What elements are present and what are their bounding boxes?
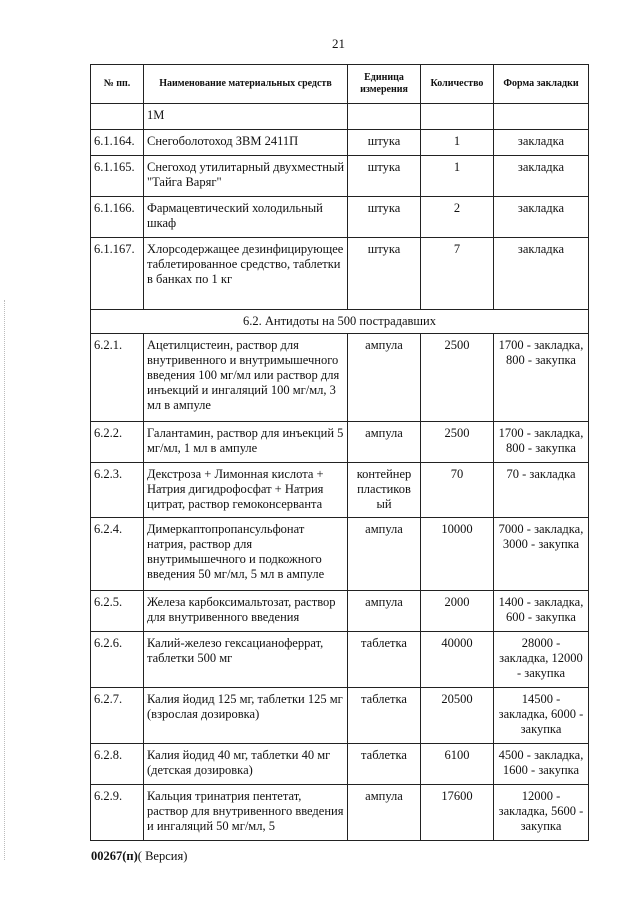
- row-name: Галантамин, раствор для инъекций 5 мг/мл, 1 мл в ампуле: [144, 422, 348, 463]
- row-name: Кальция тринатрия пентетат, раствор для внутривенного введения и ингаляций 50 мг/мл, 5: [144, 785, 348, 841]
- row-number: 6.2.8.: [91, 744, 144, 785]
- table-row: [91, 632, 589, 688]
- margin-artifact: [4, 300, 7, 860]
- row-unit: ампула: [348, 591, 421, 632]
- header-unit: Единица измерения: [348, 65, 421, 104]
- row-unit: ампула: [348, 422, 421, 463]
- row-number: 6.2.6.: [91, 632, 144, 688]
- table-row: [91, 422, 589, 463]
- header-form: Форма закладки: [494, 65, 589, 104]
- row-number: 6.1.166.: [91, 197, 144, 238]
- row-form: 28000 - закладка, 12000 - закупка: [494, 632, 589, 688]
- row-form: 70 - закладка: [494, 463, 589, 518]
- row-number: [91, 104, 144, 130]
- row-form: 1700 - закладка, 800 - закупка: [494, 334, 589, 422]
- table-row: [91, 238, 589, 310]
- row-quantity: 20500: [421, 688, 494, 744]
- row-number: 6.2.7.: [91, 688, 144, 744]
- row-quantity: 2500: [421, 334, 494, 422]
- header-name: Наименование материальных средств: [144, 65, 348, 104]
- table-row: [91, 744, 589, 785]
- materials-table: [90, 64, 589, 841]
- page-number: 21: [332, 36, 345, 51]
- row-name: 1М: [144, 104, 348, 130]
- row-unit: штука: [348, 197, 421, 238]
- table-row: [91, 104, 589, 130]
- row-number: 6.2.4.: [91, 518, 144, 591]
- row-name: Снегоход утилитарный двухместный "Тайга Варяг": [144, 156, 348, 197]
- row-quantity: 7: [421, 238, 494, 310]
- row-unit: ампула: [348, 334, 421, 422]
- row-form: закладка: [494, 238, 589, 310]
- row-quantity: 70: [421, 463, 494, 518]
- table-row: [91, 688, 589, 744]
- row-name: Калия йодид 40 мг, таблетки 40 мг (детская дозировка): [144, 744, 348, 785]
- header-qty: Количество: [421, 65, 494, 104]
- row-unit: ампула: [348, 785, 421, 841]
- row-form: 14500 - закладка, 6000 - закупка: [494, 688, 589, 744]
- row-quantity: 6100: [421, 744, 494, 785]
- table-row: [91, 197, 589, 238]
- row-number: 6.2.9.: [91, 785, 144, 841]
- table-row: [91, 463, 589, 518]
- row-quantity: 1: [421, 130, 494, 156]
- row-unit: таблетка: [348, 688, 421, 744]
- footer-code: 00267(п): [91, 849, 138, 863]
- row-quantity: 2500: [421, 422, 494, 463]
- row-number: 6.2.2.: [91, 422, 144, 463]
- row-number: 6.2.3.: [91, 463, 144, 518]
- row-form: 1400 - закладка, 600 - закупка: [494, 591, 589, 632]
- table-section-heading: [91, 310, 589, 334]
- row-form: 4500 - закладка, 1600 - закупка: [494, 744, 589, 785]
- footer-version: ( Версия): [137, 849, 188, 863]
- row-name: Калия йодид 125 мг, таблетки 125 мг (взрослая дозировка): [144, 688, 348, 744]
- row-name: Снегоболотоход ЗВМ 2411П: [144, 130, 348, 156]
- row-form: 7000 - закладка, 3000 - закупка: [494, 518, 589, 591]
- row-name: Хлорсодержащее дезинфицирующее таблетированное средство, таблетки в банках по 1 кг: [144, 238, 348, 310]
- row-name: Декстроза + Лимонная кислота + Натрия дигидрофосфат + Натрия цитрат, раствор гемоконсерванта: [144, 463, 348, 518]
- row-unit: таблетка: [348, 632, 421, 688]
- row-number: 6.1.164.: [91, 130, 144, 156]
- table-row: [91, 334, 589, 422]
- table-body-section-2: [91, 334, 589, 841]
- table-row: [91, 130, 589, 156]
- section-row: [91, 310, 589, 334]
- row-name: Ацетилцистеин, раствор для внутривенного и внутримышечного введения 100 мг/мл или раствор для инъекций и ингаляций 100 мг/мл, 3 мл в ампуле: [144, 334, 348, 422]
- row-name: Железа карбоксимальтозат, раствор для внутривенного введения: [144, 591, 348, 632]
- row-quantity: 10000: [421, 518, 494, 591]
- table-body-section-1: [91, 104, 589, 310]
- row-unit: штука: [348, 238, 421, 310]
- row-unit: штука: [348, 130, 421, 156]
- row-number: 6.1.167.: [91, 238, 144, 310]
- row-quantity: 17600: [421, 785, 494, 841]
- row-number: 6.1.165.: [91, 156, 144, 197]
- row-number: 6.2.5.: [91, 591, 144, 632]
- row-unit: ампула: [348, 518, 421, 591]
- row-unit: таблетка: [348, 744, 421, 785]
- row-quantity: [421, 104, 494, 130]
- table-row: [91, 156, 589, 197]
- row-quantity: 1: [421, 156, 494, 197]
- row-name: Димеркаптопропансульфонат натрия, раствор для внутримышечного и подкожного введения 50 мг/мл, 5 мл в ампуле: [144, 518, 348, 591]
- row-quantity: 2: [421, 197, 494, 238]
- footer: [91, 849, 187, 864]
- row-form: 12000 - закладка, 5600 - закупка: [494, 785, 589, 841]
- row-name: Калий-железо гексацианоферрат, таблетки 500 мг: [144, 632, 348, 688]
- row-form: закладка: [494, 130, 589, 156]
- row-form: 1700 - закладка, 800 - закупка: [494, 422, 589, 463]
- row-unit: контейнер пластиков ый: [348, 463, 421, 518]
- table-header-row: [91, 65, 589, 104]
- section-title: 6.2. Антидоты на 500 пострадавших: [91, 310, 589, 334]
- table-row: [91, 785, 589, 841]
- row-form: [494, 104, 589, 130]
- row-form: закладка: [494, 197, 589, 238]
- row-form: закладка: [494, 156, 589, 197]
- header-num: № пп.: [91, 65, 144, 104]
- row-unit: [348, 104, 421, 130]
- table-row: [91, 591, 589, 632]
- row-quantity: 40000: [421, 632, 494, 688]
- row-quantity: 2000: [421, 591, 494, 632]
- row-name: Фармацевтический холодильный шкаф: [144, 197, 348, 238]
- table-row: [91, 518, 589, 591]
- row-number: 6.2.1.: [91, 334, 144, 422]
- row-unit: штука: [348, 156, 421, 197]
